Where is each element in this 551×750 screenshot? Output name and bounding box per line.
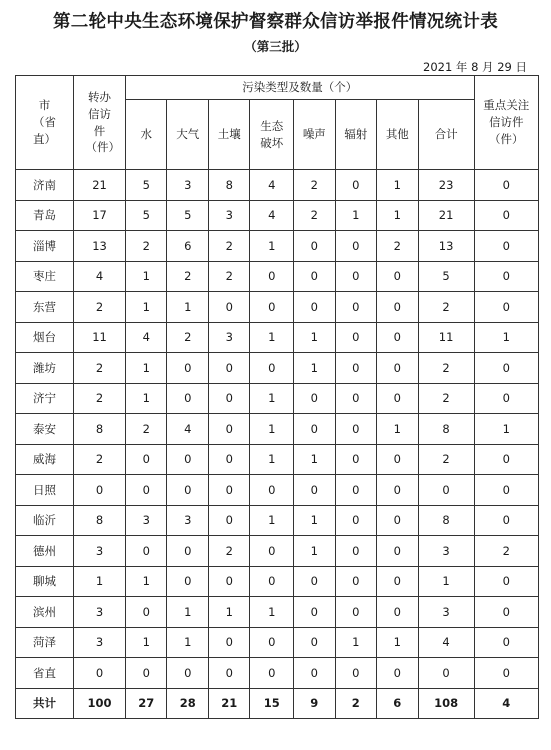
transferred-cell: 0 — [74, 658, 126, 689]
key-cases-cell: 0 — [474, 597, 538, 628]
header-other: 其他 — [377, 100, 419, 170]
table-row — [16, 322, 539, 353]
soil-cell: 0 — [208, 566, 250, 597]
noise-cell: 0 — [294, 627, 336, 658]
city-cell: 菏泽 — [16, 627, 74, 658]
transferred-cell: 3 — [74, 536, 126, 567]
ecology-cell: 1 — [250, 505, 294, 536]
radiation-cell: 0 — [335, 597, 377, 628]
noise-cell: 1 — [294, 505, 336, 536]
radiation-cell: 0 — [335, 566, 377, 597]
city-cell: 淄博 — [16, 231, 74, 262]
key-cases-cell: 4 — [474, 688, 538, 719]
radiation-cell: 1 — [335, 627, 377, 658]
ecology-cell: 0 — [250, 292, 294, 323]
table-row — [16, 200, 539, 231]
subtotal-cell: 2 — [418, 444, 474, 475]
key-cases-cell: 1 — [474, 414, 538, 445]
air-cell: 0 — [167, 444, 209, 475]
soil-cell: 8 — [208, 170, 250, 201]
noise-cell: 0 — [294, 383, 336, 414]
soil-cell: 0 — [208, 627, 250, 658]
other-cell: 0 — [377, 383, 419, 414]
subtotal-cell: 11 — [418, 322, 474, 353]
water-cell: 5 — [125, 170, 167, 201]
other-cell: 0 — [377, 322, 419, 353]
header-subtotal: 合计 — [418, 100, 474, 170]
water-cell: 27 — [125, 688, 167, 719]
air-cell: 3 — [167, 170, 209, 201]
radiation-cell: 0 — [335, 536, 377, 567]
noise-cell: 0 — [294, 658, 336, 689]
header-noise: 噪声 — [294, 100, 336, 170]
ecology-cell: 1 — [250, 414, 294, 445]
water-cell: 0 — [125, 658, 167, 689]
air-cell: 4 — [167, 414, 209, 445]
other-cell: 0 — [377, 658, 419, 689]
transferred-cell: 2 — [74, 383, 126, 414]
table-row — [16, 292, 539, 323]
subtotal-cell: 0 — [418, 475, 474, 506]
city-cell: 临沂 — [16, 505, 74, 536]
radiation-cell: 0 — [335, 231, 377, 262]
city-cell: 德州 — [16, 536, 74, 567]
soil-cell: 3 — [208, 200, 250, 231]
key-cases-cell: 0 — [474, 292, 538, 323]
table-row — [16, 536, 539, 567]
transferred-cell: 2 — [74, 444, 126, 475]
transferred-cell: 3 — [74, 597, 126, 628]
soil-cell: 2 — [208, 231, 250, 262]
header-key-cases: 重点关注信访件（件） — [474, 76, 538, 170]
water-cell: 0 — [125, 597, 167, 628]
table-row — [16, 658, 539, 689]
transferred-cell: 11 — [74, 322, 126, 353]
subtotal-cell: 108 — [418, 688, 474, 719]
air-cell: 1 — [167, 627, 209, 658]
noise-cell: 1 — [294, 353, 336, 384]
air-cell: 28 — [167, 688, 209, 719]
ecology-cell: 0 — [250, 475, 294, 506]
city-cell: 枣庄 — [16, 261, 74, 292]
ecology-cell: 0 — [250, 353, 294, 384]
subtotal-cell: 4 — [418, 627, 474, 658]
city-cell: 济宁 — [16, 383, 74, 414]
ecology-cell: 0 — [250, 627, 294, 658]
total-row — [16, 688, 539, 719]
city-cell: 共计 — [16, 688, 74, 719]
radiation-cell: 0 — [335, 261, 377, 292]
air-cell: 5 — [167, 200, 209, 231]
transferred-cell: 1 — [74, 566, 126, 597]
ecology-cell: 0 — [250, 261, 294, 292]
air-cell: 0 — [167, 475, 209, 506]
key-cases-cell: 0 — [474, 231, 538, 262]
city-cell: 青岛 — [16, 200, 74, 231]
table-row — [16, 444, 539, 475]
other-cell: 1 — [377, 200, 419, 231]
water-cell: 2 — [125, 231, 167, 262]
noise-cell: 0 — [294, 261, 336, 292]
ecology-cell: 0 — [250, 566, 294, 597]
header-city: 市（省直） — [16, 76, 74, 170]
subtotal-cell: 8 — [418, 414, 474, 445]
subtotal-cell: 2 — [418, 292, 474, 323]
other-cell: 0 — [377, 597, 419, 628]
key-cases-cell: 0 — [474, 627, 538, 658]
ecology-cell: 4 — [250, 170, 294, 201]
noise-cell: 1 — [294, 322, 336, 353]
table-row — [16, 475, 539, 506]
city-cell: 潍坊 — [16, 353, 74, 384]
transferred-cell: 3 — [74, 627, 126, 658]
water-cell: 0 — [125, 444, 167, 475]
soil-cell: 0 — [208, 658, 250, 689]
air-cell: 0 — [167, 383, 209, 414]
ecology-cell: 1 — [250, 383, 294, 414]
subtotal-cell: 2 — [418, 383, 474, 414]
ecology-cell: 0 — [250, 658, 294, 689]
subtotal-cell: 5 — [418, 261, 474, 292]
air-cell: 2 — [167, 322, 209, 353]
transferred-cell: 2 — [74, 353, 126, 384]
city-cell: 省直 — [16, 658, 74, 689]
header-transferred: 转办信访件（件） — [74, 76, 126, 170]
air-cell: 3 — [167, 505, 209, 536]
other-cell: 2 — [377, 231, 419, 262]
key-cases-cell: 0 — [474, 566, 538, 597]
other-cell: 6 — [377, 688, 419, 719]
key-cases-cell: 1 — [474, 322, 538, 353]
key-cases-cell: 0 — [474, 261, 538, 292]
transferred-cell: 0 — [74, 475, 126, 506]
table-row — [16, 627, 539, 658]
other-cell: 1 — [377, 170, 419, 201]
transferred-cell: 100 — [74, 688, 126, 719]
batch-subtitle: （第三批） — [244, 39, 307, 54]
table-row — [16, 383, 539, 414]
subtotal-cell: 0 — [418, 658, 474, 689]
air-cell: 6 — [167, 231, 209, 262]
noise-cell: 0 — [294, 475, 336, 506]
ecology-cell: 1 — [250, 231, 294, 262]
key-cases-cell: 2 — [474, 536, 538, 567]
noise-cell: 2 — [294, 170, 336, 201]
air-cell: 0 — [167, 566, 209, 597]
soil-cell: 0 — [208, 383, 250, 414]
air-cell: 1 — [167, 292, 209, 323]
key-cases-cell: 0 — [474, 353, 538, 384]
table-row — [16, 505, 539, 536]
other-cell: 0 — [377, 292, 419, 323]
table-row — [16, 597, 539, 628]
water-cell: 0 — [125, 536, 167, 567]
soil-cell: 0 — [208, 444, 250, 475]
table-row — [16, 353, 539, 384]
noise-cell: 0 — [294, 231, 336, 262]
ecology-cell: 1 — [250, 597, 294, 628]
soil-cell: 3 — [208, 322, 250, 353]
table-row — [16, 414, 539, 445]
air-cell: 2 — [167, 261, 209, 292]
city-cell: 滨州 — [16, 597, 74, 628]
radiation-cell: 0 — [335, 170, 377, 201]
ecology-cell: 4 — [250, 200, 294, 231]
water-cell: 1 — [125, 353, 167, 384]
page-title: 第二轮中央生态环境保护督察群众信访举报件情况统计表 — [53, 12, 498, 32]
subtotal-cell: 3 — [418, 536, 474, 567]
report-date: 2021 年 8 月 29 日 — [423, 60, 527, 74]
soil-cell: 0 — [208, 505, 250, 536]
transferred-cell: 17 — [74, 200, 126, 231]
radiation-cell: 0 — [335, 414, 377, 445]
other-cell: 1 — [377, 414, 419, 445]
soil-cell: 21 — [208, 688, 250, 719]
table-row — [16, 231, 539, 262]
key-cases-cell: 0 — [474, 658, 538, 689]
water-cell: 1 — [125, 292, 167, 323]
other-cell: 1 — [377, 627, 419, 658]
noise-cell: 9 — [294, 688, 336, 719]
city-cell: 泰安 — [16, 414, 74, 445]
soil-cell: 0 — [208, 292, 250, 323]
key-cases-cell: 0 — [474, 444, 538, 475]
water-cell: 3 — [125, 505, 167, 536]
city-cell: 烟台 — [16, 322, 74, 353]
header-pollution-group: 污染类型及数量（个） — [125, 76, 474, 100]
other-cell: 0 — [377, 505, 419, 536]
radiation-cell: 0 — [335, 505, 377, 536]
soil-cell: 0 — [208, 353, 250, 384]
table-body — [16, 170, 539, 719]
header-radiation: 辐射 — [335, 100, 377, 170]
table-row — [16, 566, 539, 597]
other-cell: 0 — [377, 261, 419, 292]
other-cell: 0 — [377, 566, 419, 597]
subtotal-cell: 13 — [418, 231, 474, 262]
water-cell: 1 — [125, 261, 167, 292]
city-cell: 聊城 — [16, 566, 74, 597]
city-cell: 日照 — [16, 475, 74, 506]
header-soil: 土壤 — [208, 100, 250, 170]
noise-cell: 2 — [294, 200, 336, 231]
radiation-cell: 0 — [335, 444, 377, 475]
soil-cell: 0 — [208, 414, 250, 445]
soil-cell: 0 — [208, 475, 250, 506]
other-cell: 0 — [377, 444, 419, 475]
city-cell: 威海 — [16, 444, 74, 475]
other-cell: 0 — [377, 475, 419, 506]
subtotal-cell: 23 — [418, 170, 474, 201]
water-cell: 5 — [125, 200, 167, 231]
noise-cell: 1 — [294, 536, 336, 567]
header-air: 大气 — [167, 100, 209, 170]
subtotal-cell: 21 — [418, 200, 474, 231]
water-cell: 2 — [125, 414, 167, 445]
city-cell: 济南 — [16, 170, 74, 201]
radiation-cell: 0 — [335, 322, 377, 353]
transferred-cell: 2 — [74, 292, 126, 323]
transferred-cell: 13 — [74, 231, 126, 262]
city-cell: 东营 — [16, 292, 74, 323]
transferred-cell: 8 — [74, 414, 126, 445]
noise-cell: 0 — [294, 414, 336, 445]
soil-cell: 2 — [208, 536, 250, 567]
header-ecology: 生态破坏 — [250, 100, 294, 170]
other-cell: 0 — [377, 536, 419, 567]
water-cell: 1 — [125, 627, 167, 658]
key-cases-cell: 0 — [474, 200, 538, 231]
air-cell: 0 — [167, 536, 209, 567]
ecology-cell: 0 — [250, 536, 294, 567]
water-cell: 0 — [125, 475, 167, 506]
air-cell: 0 — [167, 658, 209, 689]
transferred-cell: 4 — [74, 261, 126, 292]
noise-cell: 0 — [294, 597, 336, 628]
transferred-cell: 8 — [74, 505, 126, 536]
other-cell: 0 — [377, 353, 419, 384]
water-cell: 1 — [125, 566, 167, 597]
noise-cell: 0 — [294, 292, 336, 323]
radiation-cell: 0 — [335, 353, 377, 384]
noise-cell: 1 — [294, 444, 336, 475]
table-header — [16, 76, 539, 170]
key-cases-cell: 0 — [474, 383, 538, 414]
water-cell: 4 — [125, 322, 167, 353]
key-cases-cell: 0 — [474, 505, 538, 536]
radiation-cell: 0 — [335, 658, 377, 689]
soil-cell: 1 — [208, 597, 250, 628]
ecology-cell: 1 — [250, 444, 294, 475]
water-cell: 1 — [125, 383, 167, 414]
air-cell: 1 — [167, 597, 209, 628]
soil-cell: 2 — [208, 261, 250, 292]
radiation-cell: 0 — [335, 292, 377, 323]
statistics-table — [15, 75, 539, 719]
table-row — [16, 170, 539, 201]
key-cases-cell: 0 — [474, 475, 538, 506]
header-water: 水 — [125, 100, 167, 170]
radiation-cell: 2 — [335, 688, 377, 719]
radiation-cell: 0 — [335, 383, 377, 414]
subtotal-cell: 3 — [418, 597, 474, 628]
air-cell: 0 — [167, 353, 209, 384]
subtotal-cell: 1 — [418, 566, 474, 597]
subtotal-cell: 2 — [418, 353, 474, 384]
transferred-cell: 21 — [74, 170, 126, 201]
radiation-cell: 0 — [335, 475, 377, 506]
ecology-cell: 15 — [250, 688, 294, 719]
noise-cell: 0 — [294, 566, 336, 597]
table-row — [16, 261, 539, 292]
key-cases-cell: 0 — [474, 170, 538, 201]
subtotal-cell: 8 — [418, 505, 474, 536]
radiation-cell: 1 — [335, 200, 377, 231]
ecology-cell: 1 — [250, 322, 294, 353]
